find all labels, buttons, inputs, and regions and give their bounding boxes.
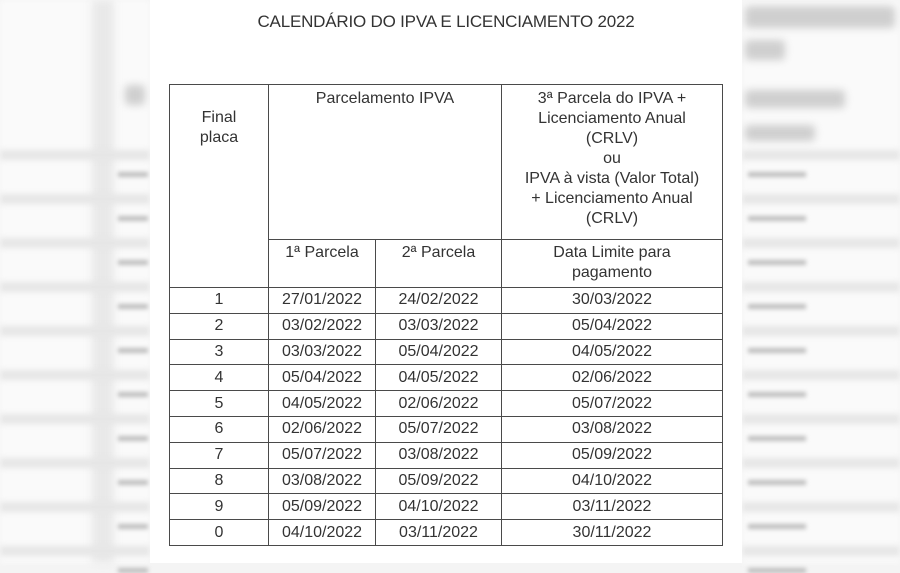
blurred-band — [0, 326, 150, 336]
cell-data-limite: 30/03/2022 — [502, 288, 723, 314]
blurred-text — [748, 436, 806, 441]
blurred-text — [118, 304, 148, 309]
blurred-text — [125, 85, 145, 105]
header-line: Licenciamento Anual — [538, 110, 686, 127]
blurred-text — [118, 216, 148, 221]
table-row — [170, 313, 723, 339]
cell-final-placa: 2 — [170, 313, 269, 339]
document-page — [150, 0, 742, 563]
cell-segunda-parcela: 03/11/2022 — [376, 520, 502, 546]
document-title: CALENDÁRIO DO IPVA E LICENCIAMENTO 2022 — [257, 12, 635, 31]
blurred-text — [748, 260, 806, 265]
blurred-text — [748, 216, 806, 221]
header-parcelamento-ipva: Parcelamento IPVA — [269, 85, 502, 240]
header-line: Data Limite para — [553, 244, 671, 261]
cell-data-limite: 04/05/2022 — [502, 339, 723, 365]
blurred-band — [742, 502, 900, 512]
blurred-text — [748, 480, 806, 485]
cell-segunda-parcela: 04/05/2022 — [376, 365, 502, 391]
cell-primeira-parcela: 02/06/2022 — [269, 416, 376, 442]
header-line: + Licenciamento Anual — [531, 190, 693, 207]
cell-final-placa: 7 — [170, 442, 269, 468]
blurred-band — [0, 414, 150, 424]
blurred-band — [742, 370, 900, 380]
cell-segunda-parcela: 03/03/2022 — [376, 313, 502, 339]
header-final-placa-text: Final placa — [199, 109, 239, 146]
blurred-text — [745, 6, 895, 28]
cell-final-placa: 3 — [170, 339, 269, 365]
blurred-band — [742, 194, 900, 204]
table-row — [170, 365, 723, 391]
table-row — [170, 288, 723, 314]
cell-primeira-parcela: 04/10/2022 — [269, 520, 376, 546]
blurred-band — [0, 282, 150, 292]
cell-data-limite: 02/06/2022 — [502, 365, 723, 391]
cell-segunda-parcela: 03/08/2022 — [376, 442, 502, 468]
cell-primeira-parcela: 04/05/2022 — [269, 391, 376, 417]
header-line: (CRLV) — [585, 130, 639, 147]
header-data-limite — [502, 240, 723, 288]
blurred-band — [742, 282, 900, 292]
cell-data-limite: 30/11/2022 — [502, 520, 723, 546]
table-row — [170, 391, 723, 417]
cell-final-placa: 0 — [170, 520, 269, 546]
header-line: pagamento — [571, 264, 653, 281]
table-row — [170, 416, 723, 442]
cell-data-limite: 05/09/2022 — [502, 442, 723, 468]
cell-data-limite: 03/08/2022 — [502, 416, 723, 442]
header-segunda-parcela: 2ª Parcela — [376, 240, 502, 288]
header-line: 3ª Parcela do IPVA + — [537, 90, 687, 107]
table-row — [170, 442, 723, 468]
blurred-band — [0, 546, 150, 556]
cell-primeira-parcela: 05/07/2022 — [269, 442, 376, 468]
blurred-text — [118, 480, 148, 485]
cell-segunda-parcela: 04/10/2022 — [376, 494, 502, 520]
blurred-text — [118, 524, 148, 529]
cell-primeira-parcela: 03/08/2022 — [269, 468, 376, 494]
blurred-band — [0, 238, 150, 248]
blurred-text — [745, 90, 845, 108]
cell-segunda-parcela: 05/04/2022 — [376, 339, 502, 365]
blurred-text — [748, 304, 806, 309]
table-body — [170, 288, 723, 546]
cell-final-placa: 9 — [170, 494, 269, 520]
blurred-band — [742, 150, 900, 160]
cell-primeira-parcela: 27/01/2022 — [269, 288, 376, 314]
blurred-band — [742, 458, 900, 468]
cell-data-limite: 03/11/2022 — [502, 494, 723, 520]
header-line: ou — [603, 150, 621, 167]
cell-primeira-parcela: 03/02/2022 — [269, 313, 376, 339]
table-row — [170, 494, 723, 520]
cell-segunda-parcela: 05/07/2022 — [376, 416, 502, 442]
blurred-text — [745, 40, 785, 60]
cell-segunda-parcela: 02/06/2022 — [376, 391, 502, 417]
ipva-calendar-table — [169, 84, 723, 546]
blurred-text — [118, 172, 148, 177]
cell-primeira-parcela: 05/09/2022 — [269, 494, 376, 520]
blurred-text — [118, 436, 148, 441]
blurred-band — [0, 502, 150, 512]
blurred-band — [742, 414, 900, 424]
header-final-placa — [170, 85, 269, 288]
cell-primeira-parcela: 05/04/2022 — [269, 365, 376, 391]
table-row — [170, 339, 723, 365]
cell-segunda-parcela: 05/09/2022 — [376, 468, 502, 494]
cell-primeira-parcela: 03/03/2022 — [269, 339, 376, 365]
blurred-text — [118, 392, 148, 397]
blurred-text — [118, 568, 148, 573]
blurred-text — [748, 348, 806, 353]
cell-data-limite: 05/04/2022 — [502, 313, 723, 339]
blurred-text — [748, 524, 806, 529]
blurred-band — [0, 458, 150, 468]
blurred-band — [742, 238, 900, 248]
blurred-text — [748, 392, 806, 397]
blurred-band — [0, 150, 150, 160]
cell-final-placa: 5 — [170, 391, 269, 417]
header-terceira-parcela — [502, 85, 723, 240]
blurred-text — [118, 260, 148, 265]
header-line: (CRLV) — [585, 210, 639, 227]
cell-segunda-parcela: 24/02/2022 — [376, 288, 502, 314]
cell-final-placa: 1 — [170, 288, 269, 314]
blurred-band — [742, 546, 900, 556]
blurred-text — [745, 125, 815, 141]
header-line: IPVA à vista (Valor Total) — [524, 170, 700, 187]
blurred-band — [742, 326, 900, 336]
blurred-text — [118, 348, 148, 353]
cell-final-placa: 6 — [170, 416, 269, 442]
blurred-band — [0, 370, 150, 380]
blurred-text — [748, 172, 806, 177]
table-row — [170, 520, 723, 546]
cell-final-placa: 8 — [170, 468, 269, 494]
blurred-band — [0, 194, 150, 204]
cell-data-limite: 05/07/2022 — [502, 391, 723, 417]
cell-final-placa: 4 — [170, 365, 269, 391]
cell-data-limite: 04/10/2022 — [502, 468, 723, 494]
header-primeira-parcela: 1ª Parcela — [269, 240, 376, 288]
table-row — [170, 468, 723, 494]
blurred-text — [748, 568, 806, 573]
